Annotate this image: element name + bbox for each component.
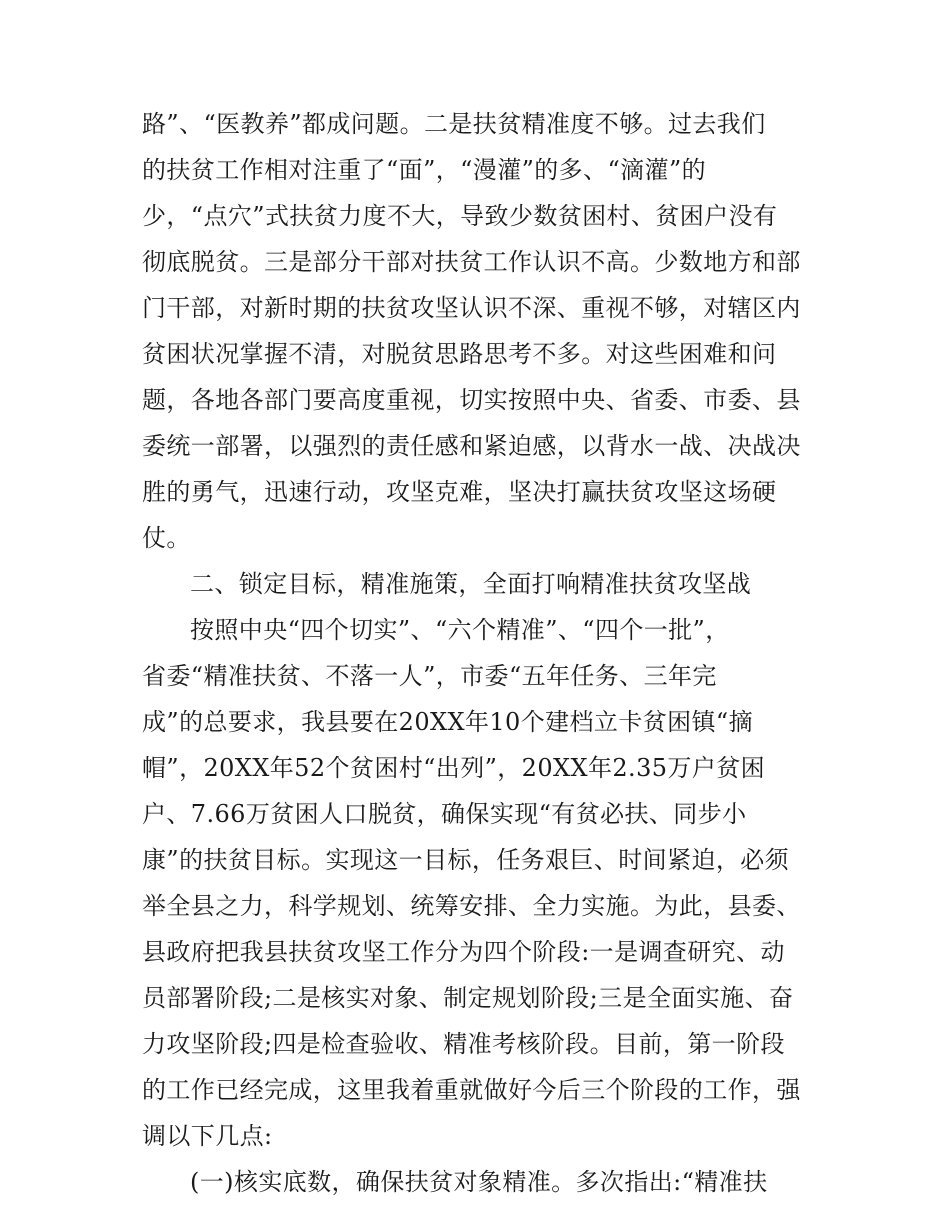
text-line: 的扶贫工作相对注重了“面”，“漫灌”的多、“滴灌”的 (142, 156, 707, 184)
text-line: 的工作已经完成，这里我着重就做好今后三个阶段的工作，强 (142, 1076, 801, 1104)
text-line: 调以下几点: (142, 1122, 273, 1150)
text-line: 康”的扶贫目标。实现这一目标，任务艰巨、时间紧迫，必须 (142, 846, 790, 874)
text-line: 胜的勇气，迅速行动，攻坚克难，坚决打赢扶贫攻坚这场硬 (142, 478, 777, 506)
text-line: 彻底脱贫。三是部分干部对扶贫工作认识不高。少数地方和部 (142, 248, 801, 276)
text-line: 贫困状况掌握不清，对脱贫思路思考不多。对这些困难和问 (142, 340, 777, 368)
text-line: 县政府把我县扶贫攻坚工作分为四个阶段:一是调查研究、动 (142, 938, 785, 966)
text-line: 少，“点穴”式扶贫力度不大，导致少数贫困村、贫困户没有 (142, 202, 778, 230)
text-line: 省委“精准扶贫、不落一人”，市委“五年任务、三年完 (142, 662, 717, 690)
text-line: 门干部，对新时期的扶贫攻坚认识不深、重视不够，对辖区内 (142, 294, 801, 322)
text-line: 举全县之力，科学规划、统筹安排、全力实施。为此，县委、 (142, 892, 801, 920)
text-line: 成”的总要求，我县要在20XX年10个建档立卡贫困镇“摘 (142, 708, 753, 736)
text-line: 按照中央“四个切实”、“六个精准”、“四个一批”， (190, 616, 730, 644)
text-line: 力攻坚阶段;四是检查验收、精准考核阶段。目前，第一阶段 (142, 1030, 785, 1058)
text-line: 仗。 (142, 524, 191, 552)
text-line: 员部署阶段;二是核实对象、制定规划阶段;三是全面实施、奋 (142, 984, 794, 1012)
text-line: 题，各地各部门要高度重视，切实按照中央、省委、市委、县 (142, 386, 801, 414)
section-heading: 二、锁定目标，精准施策，全面打响精准扶贫攻坚战 (190, 570, 752, 598)
text-line: 户、7.66万贫困人口脱贫，确保实现“有贫必扶、同步小 (142, 800, 747, 828)
text-line: 路”、“医教养”都成问题。二是扶贫精准度不够。过去我们 (142, 110, 766, 138)
text-line: 帽”，20XX年52个贫困村“出列”，20XX年2.35万户贫困 (142, 754, 766, 782)
text-line: 委统一部署，以强烈的责任感和紧迫感，以背水一战、决战决 (142, 432, 801, 460)
subsection-heading: (一)核实底数，确保扶贫对象精准。多次指出:“精准扶 (190, 1168, 768, 1196)
